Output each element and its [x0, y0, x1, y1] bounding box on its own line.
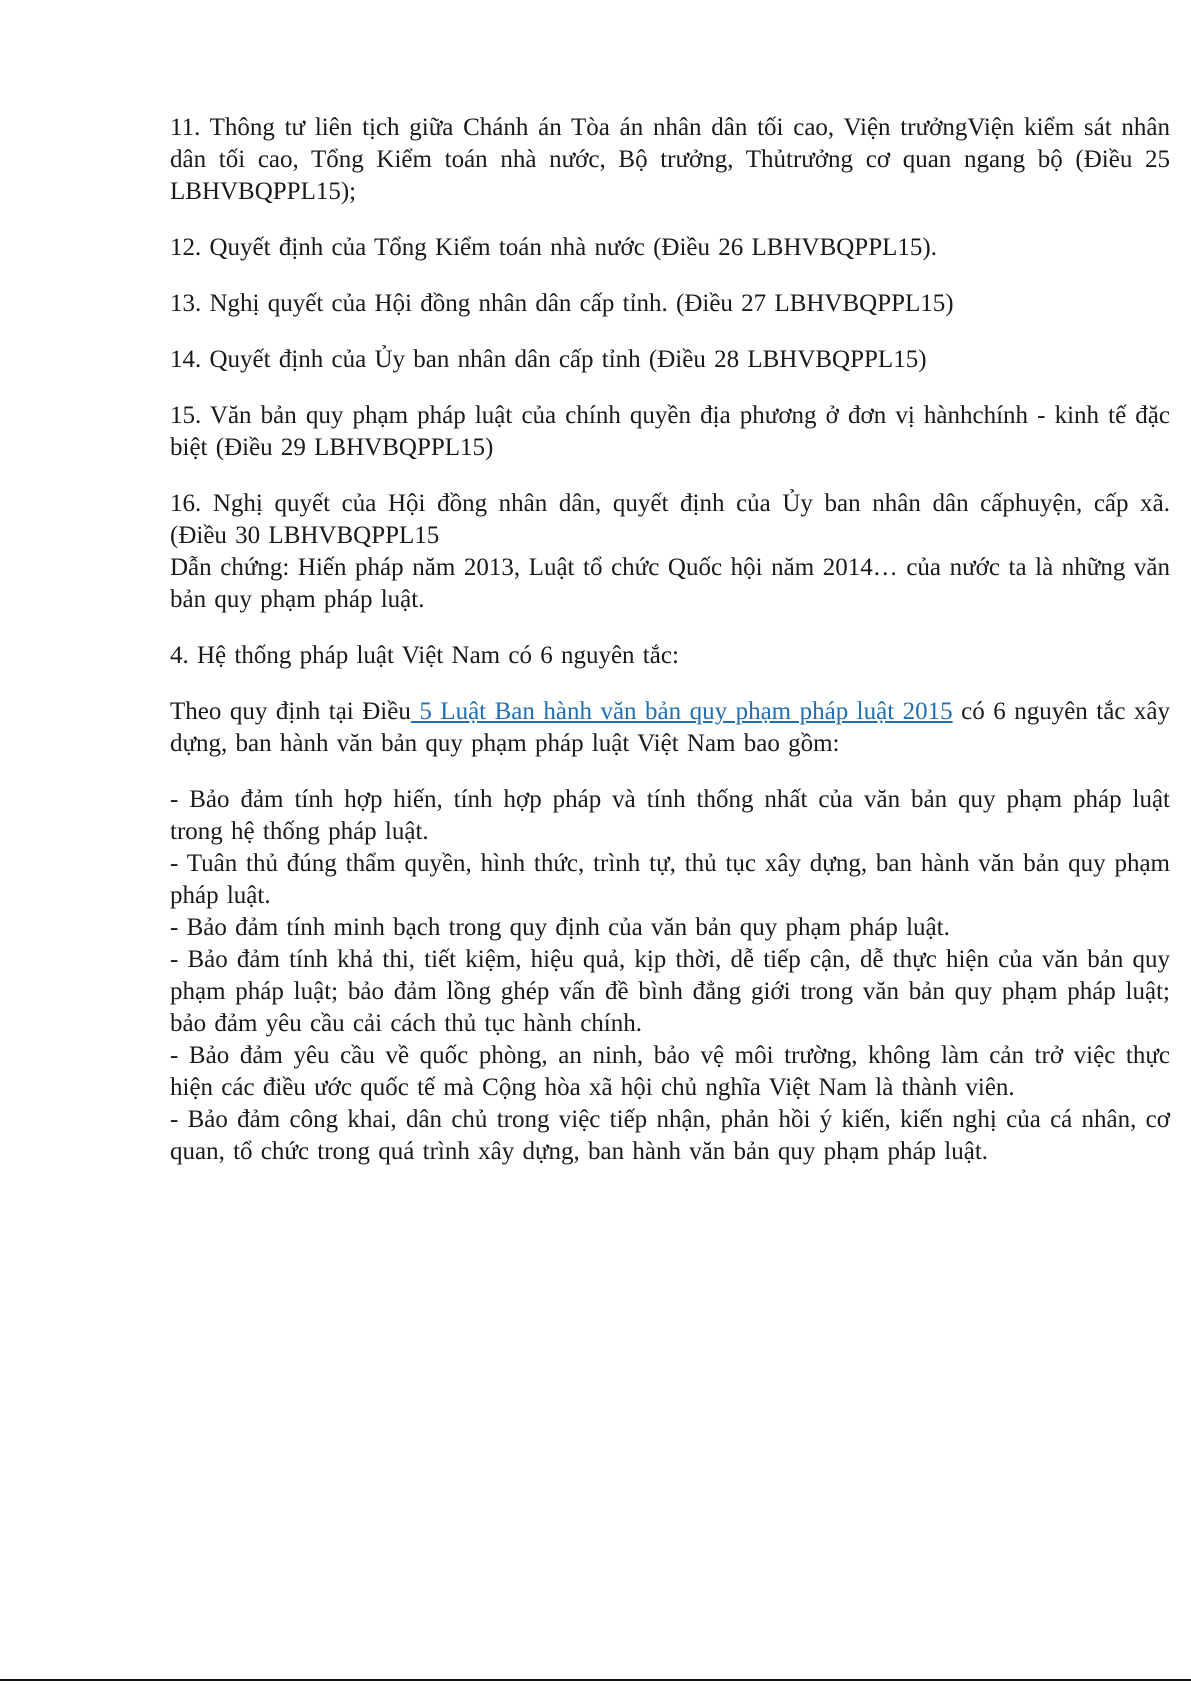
evidence-paragraph: Dẫn chứng: Hiến pháp năm 2013, Luật tổ chức Quốc hội năm 2014… của nước ta là những văn bản quy phạm pháp luật.	[170, 554, 1170, 613]
intro-text-end: có 6 nguyên tắc xây dựng, ban hành văn bản quy phạm pháp luật Việt Nam bao gồm:	[170, 698, 1170, 757]
principle-item: - Bảo đảm tính hợp hiến, tính hợp pháp và tính thống nhất của văn bản quy phạm pháp luật trong hệ thống pháp luật.	[170, 786, 1170, 845]
list-item-14: 14. Quyết định của Ủy ban nhân dân cấp tỉnh (Điều 28 LBHVBQPPL15)	[170, 346, 927, 373]
list-item-16: 16. Nghị quyết của Hội đồng nhân dân, quyết định của Ủy ban nhân dân cấphuyện, cấp xã. (Điều 30 LBHVBQPPL15	[170, 490, 1170, 549]
document-page	[170, 112, 1170, 1168]
list-item-15: 15. Văn bản quy phạm pháp luật của chính quyền địa phương ở đơn vị hànhchính - kinh tế đặc biệt (Điều 29 LBHVBQPPL15)	[170, 402, 1170, 461]
section-heading: 4. Hệ thống pháp luật Việt Nam có 6 nguyên tắc:	[170, 642, 679, 669]
list-item-13: 13. Nghị quyết của Hội đồng nhân dân cấp tỉnh. (Điều 27 LBHVBQPPL15)	[170, 290, 954, 317]
list-item-11: 11. Thông tư liên tịch giữa Chánh án Tòa án nhân dân tối cao, Viện trưởngViện kiểm sát nhân dân tối cao, Tổng Kiểm toán nhà nước, Bộ trưởng, Thủtrưởng cơ quan ngang bộ (Điều 25 LBHVBQPPL15);	[170, 114, 1170, 205]
list-item-12: 12. Quyết định của Tổng Kiểm toán nhà nước (Điều 26 LBHVBQPPL15).	[170, 234, 937, 261]
principle-item: - Tuân thủ đúng thẩm quyền, hình thức, trình tự, thủ tục xây dựng, ban hành văn bản quy phạm pháp luật.	[170, 850, 1170, 909]
principle-item: - Bảo đảm tính minh bạch trong quy định của văn bản quy phạm pháp luật.	[170, 914, 950, 941]
page-bottom-divider	[0, 1679, 1191, 1681]
principle-item: - Bảo đảm công khai, dân chủ trong việc tiếp nhận, phản hồi ý kiến, kiến nghị của cá nhân, cơ quan, tổ chức trong quá trình xây dựng, ban hành văn bản quy phạm pháp luật.	[170, 1106, 1170, 1165]
principle-item: - Bảo đảm yêu cầu về quốc phòng, an ninh, bảo vệ môi trường, không làm cản trở việc thực hiện các điều ước quốc tế mà Cộng hòa xã hội chủ nghĩa Việt Nam là thành viên.	[170, 1042, 1170, 1101]
principles-list	[170, 784, 1170, 1168]
principle-item: - Bảo đảm tính khả thi, tiết kiệm, hiệu quả, kịp thời, dễ tiếp cận, dễ thực hiện của văn bản quy phạm pháp luật; bảo đảm lồng ghép vấn đề bình đẳng giới trong văn bản quy phạm pháp luật; bảo đảm yêu cầu cải cách thủ tục hành chính.	[170, 946, 1170, 1037]
law-link[interactable]: 5 Luật Ban hành văn bản quy phạm pháp luật 2015	[410, 698, 953, 725]
intro-text-start: Theo quy định tại Điều	[170, 698, 411, 725]
intro-paragraph	[170, 696, 1170, 760]
